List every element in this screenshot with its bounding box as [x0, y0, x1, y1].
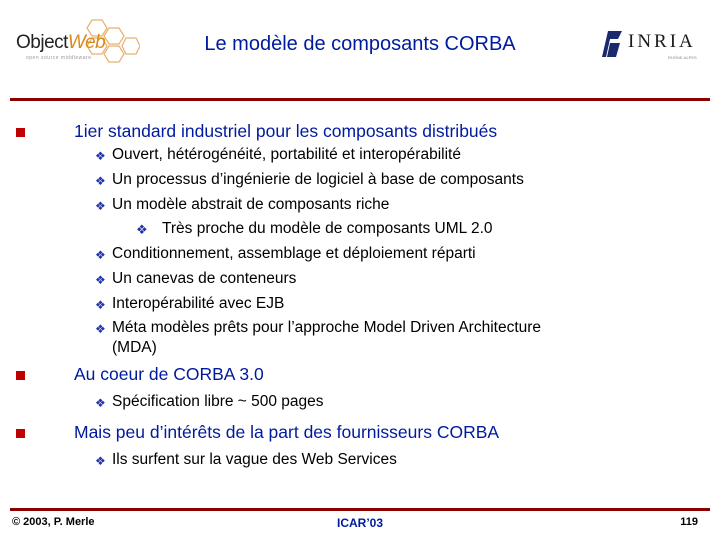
bullet-diamond-icon: ❖: [95, 322, 106, 336]
bullet-diamond-icon: ❖: [95, 199, 106, 213]
slide-title: Le modèle de composants CORBA: [204, 33, 516, 55]
inria-subtitle: RHÔNE-ALPES: [668, 55, 697, 60]
bullet-square-icon: [16, 429, 25, 438]
bullet-square-icon: [16, 128, 25, 137]
bullet-l2-modele-abstrait: Un modèle abstrait de composants riche: [112, 196, 390, 213]
bullet-l2-canevas: Un canevas de conteneurs: [112, 270, 297, 287]
objectweb-tagline: open source middleware: [26, 55, 92, 61]
bullet-diamond-icon: ❖: [95, 298, 106, 312]
bullet-l2-meta-modeles-continuation: (MDA): [112, 339, 157, 356]
inria-emblem-icon: [598, 27, 628, 61]
objectweb-wordmark: ObjectWeb: [16, 32, 106, 53]
bullet-diamond-icon: ❖: [95, 174, 106, 188]
bullet-l1-fournisseurs: Mais peu d’intérêts de la part des fournisseurs CORBA: [74, 422, 500, 442]
footer-divider: [10, 508, 710, 511]
bullet-l2-ejb: Interopérabilité avec EJB: [112, 295, 285, 312]
bullet-l1-corba3: Au coeur de CORBA 3.0: [74, 364, 264, 384]
footer-conference: ICAR’03: [336, 516, 383, 530]
bullet-diamond-icon: ❖: [95, 149, 106, 163]
bullet-l3-uml: Très proche du modèle de composants UML 2.0: [162, 220, 493, 237]
bullet-clover-icon: ❖: [136, 222, 148, 237]
footer-page-number: 119: [680, 516, 698, 528]
bullet-diamond-icon: ❖: [95, 396, 106, 410]
inria-logo: [598, 27, 710, 63]
objectweb-logo: [12, 18, 137, 74]
bullet-l2-specification: Spécification libre ~ 500 pages: [112, 393, 324, 410]
bullet-l2-processus: Un processus d’ingénierie de logiciel à base de composants: [112, 171, 524, 188]
bullet-l2-conditionnement: Conditionnement, assemblage et déploiement réparti: [112, 245, 476, 262]
bullet-l1-standard: 1ier standard industriel pour les composants distribués: [74, 121, 498, 141]
bullet-l2-ouvert: Ouvert, hétérogénéité, portabilité et interopérabilité: [112, 146, 461, 163]
bullet-square-icon: [16, 371, 25, 380]
header-divider: [10, 98, 710, 101]
bullet-l2-meta-modeles: Méta modèles prêts pour l’approche Model Driven Architecture: [112, 319, 542, 336]
footer-copyright: © 2003, P. Merle: [12, 516, 95, 528]
bullet-diamond-icon: ❖: [95, 273, 106, 287]
bullet-diamond-icon: ❖: [95, 248, 106, 262]
inria-wordmark: INRIA: [628, 31, 696, 52]
bullet-diamond-icon: ❖: [95, 454, 106, 468]
bullet-l2-web-services: Ils surfent sur la vague des Web Services: [112, 451, 397, 468]
